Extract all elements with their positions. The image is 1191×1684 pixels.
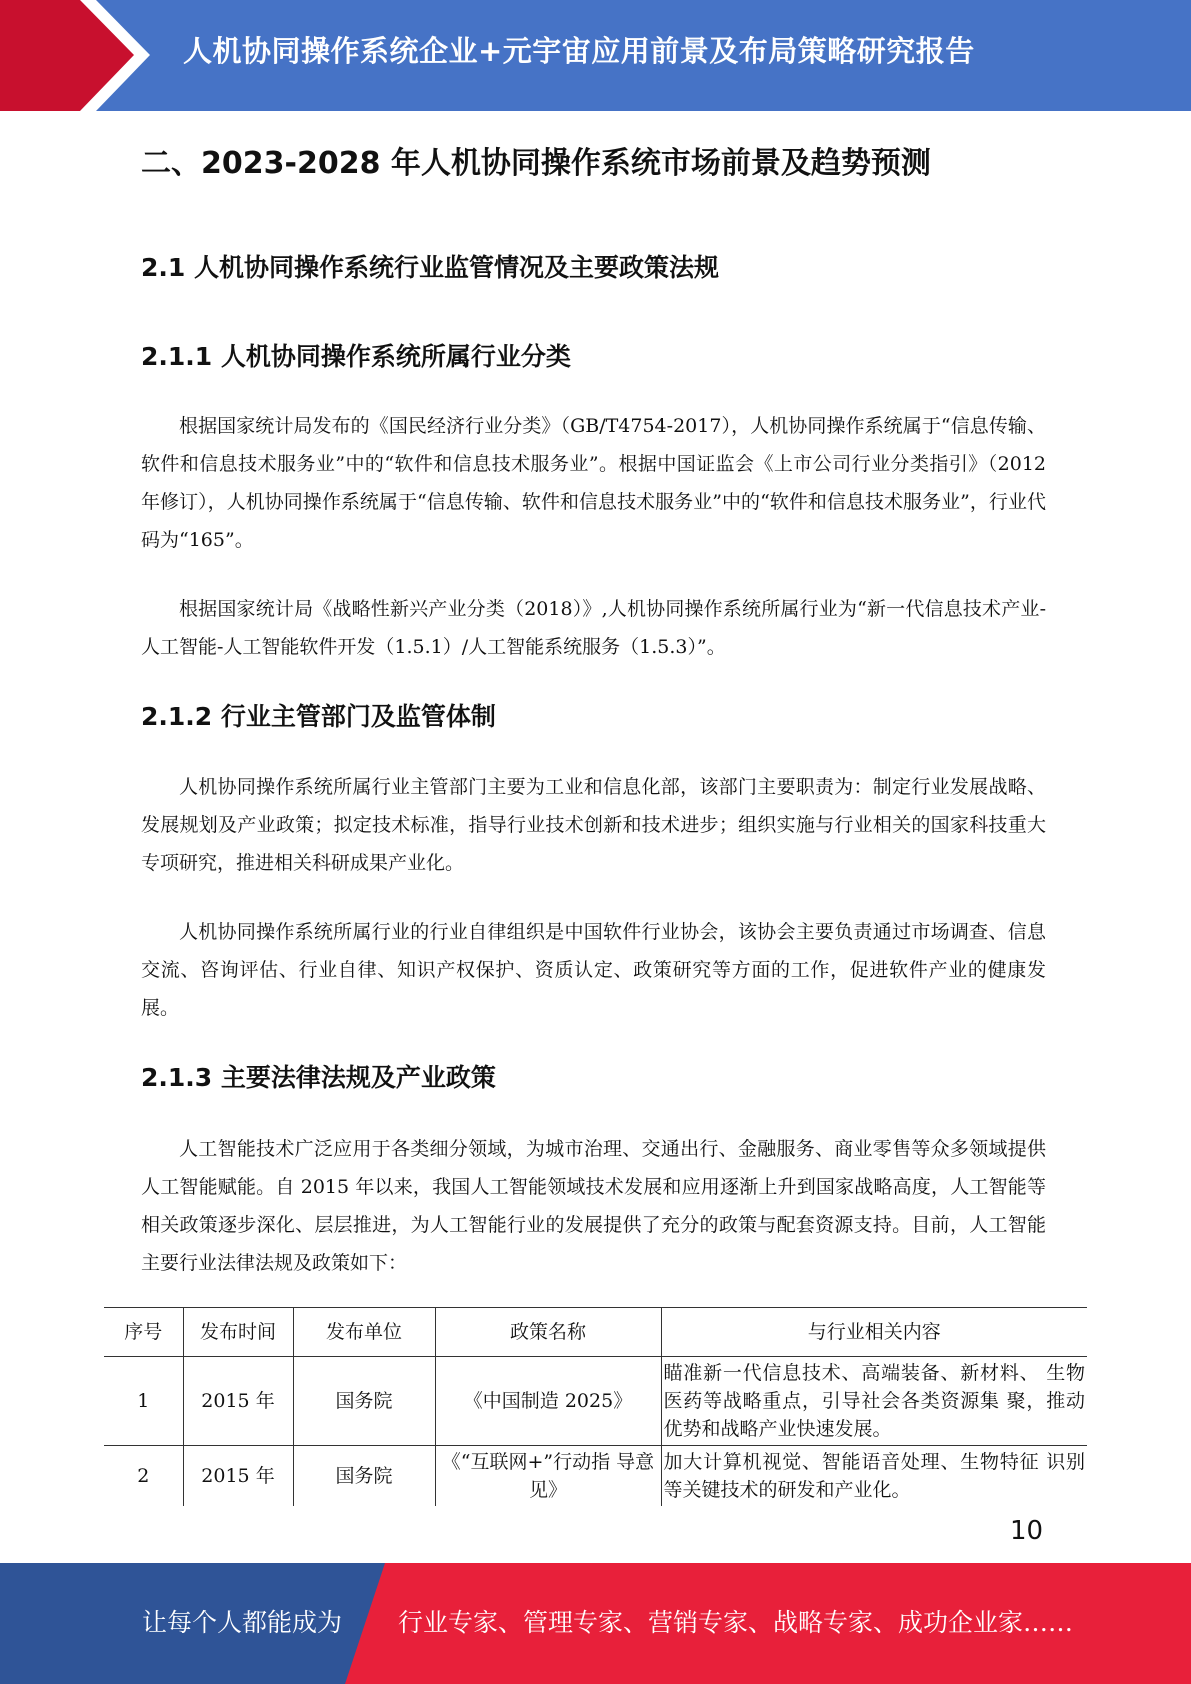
cell-date: 2015 年 (183, 1446, 293, 1507)
cell-content: 瞄准新一代信息技术、高端装备、新材料、 生物医药等战略重点，引导社会各类资源集 聚，推动优势和战略产业快速发展。 (661, 1357, 1087, 1446)
header-issuer: 发布单位 (293, 1308, 435, 1357)
table-row (104, 1357, 1087, 1446)
paragraph-ai-policy: 人工智能技术广泛应用于各类细分领域，为城市治理、交通出行、金融服务、商业零售等众多领域提供人工智能赋能。自 2015 年以来，我国人工智能领域技术发展和应用逐渐上升到国家战略高度，人工智能等相关政策逐步深化、层层推进，为人工智能行业的发展提供了充分的政策与配套资源支持。目前，人工智能主要行业法律法规及政策如下： (141, 1138, 1046, 1274)
paragraph-strategic-classification: 根据国家统计局《战略性新兴产业分类（2018）》,人机协同操作系统所属行业为“新一代信息技术产业-人工智能-人工智能软件开发（1.5.1）/人工智能系统服务（1.5.3）”。 (141, 598, 1046, 658)
header-policy-name: 政策名称 (435, 1308, 661, 1357)
cell-issuer: 国务院 (293, 1357, 435, 1446)
page-footer (0, 1563, 1191, 1684)
cell-policy-name: 《中国制造 2025》 (435, 1357, 661, 1446)
section-2-1-3-title: 2.1.3 主要法律法规及产业政策 (141, 1063, 496, 1092)
footer-slogan-right: 行业专家、管理专家、营销专家、战略专家、成功企业家…… (398, 1608, 1074, 1637)
section-title: 二、2023-2028 年人机协同操作系统市场前景及趋势预测 (141, 146, 931, 181)
section-2-1-title: 2.1 人机协同操作系统行业监管情况及主要政策法规 (141, 253, 719, 282)
paragraph-regulator: 人机协同操作系统所属行业主管部门主要为工业和信息化部，该部门主要职责为：制定行业发展战略、发展规划及产业政策；拟定技术标准，指导行业技术创新和技术进步；组织实施与行业相关的国家科技重大专项研究，推进相关科研成果产业化。 (141, 776, 1046, 874)
page-header (0, 0, 1191, 111)
section-2-1-1-title: 2.1.1 人机协同操作系统所属行业分类 (141, 342, 571, 371)
header-date: 发布时间 (183, 1308, 293, 1357)
policy-table (104, 1307, 1087, 1506)
footer-slogan-left: 让每个人都能成为 (142, 1608, 343, 1637)
cell-date: 2015 年 (183, 1357, 293, 1446)
page-number: 10 (1010, 1516, 1044, 1546)
cell-index: 1 (104, 1357, 183, 1446)
cell-policy-name: 《“互联网+”行动指 导意见》 (435, 1446, 661, 1507)
header-title: 人机协同操作系统企业+元宇宙应用前景及布局策略研究报告 (183, 34, 975, 68)
cell-issuer: 国务院 (293, 1446, 435, 1507)
table-header-row (104, 1308, 1087, 1357)
section-2-1-2-title: 2.1.2 行业主管部门及监管体制 (141, 702, 496, 731)
table-row (104, 1446, 1087, 1507)
paragraph-industry-classification: 根据国家统计局发布的《国民经济行业分类》（GB/T4754-2017），人机协同操作系统属于“信息传输、软件和信息技术服务业”中的“软件和信息技术服务业”。根据中国证监会《上市公司行业分类指引》（2012 年修订），人机协同操作系统属于“信息传输、软件和信息技术服务业”中的“软件和信息技术服务业”，行业代码为“165”。 (141, 415, 1046, 551)
paragraph-self-regulation: 人机协同操作系统所属行业的行业自律组织是中国软件行业协会，该协会主要负责通过市场调查、信息交流、咨询评估、行业自律、知识产权保护、资质认定、政策研究等方面的工作，促进软件产业的健康发展。 (141, 921, 1046, 1019)
header-index: 序号 (104, 1308, 183, 1357)
cell-content: 加大计算机视觉、智能语音处理、生物特征 识别等关键技术的研发和产业化。 (661, 1446, 1087, 1507)
header-content: 与行业相关内容 (661, 1308, 1087, 1357)
cell-index: 2 (137, 1465, 150, 1487)
